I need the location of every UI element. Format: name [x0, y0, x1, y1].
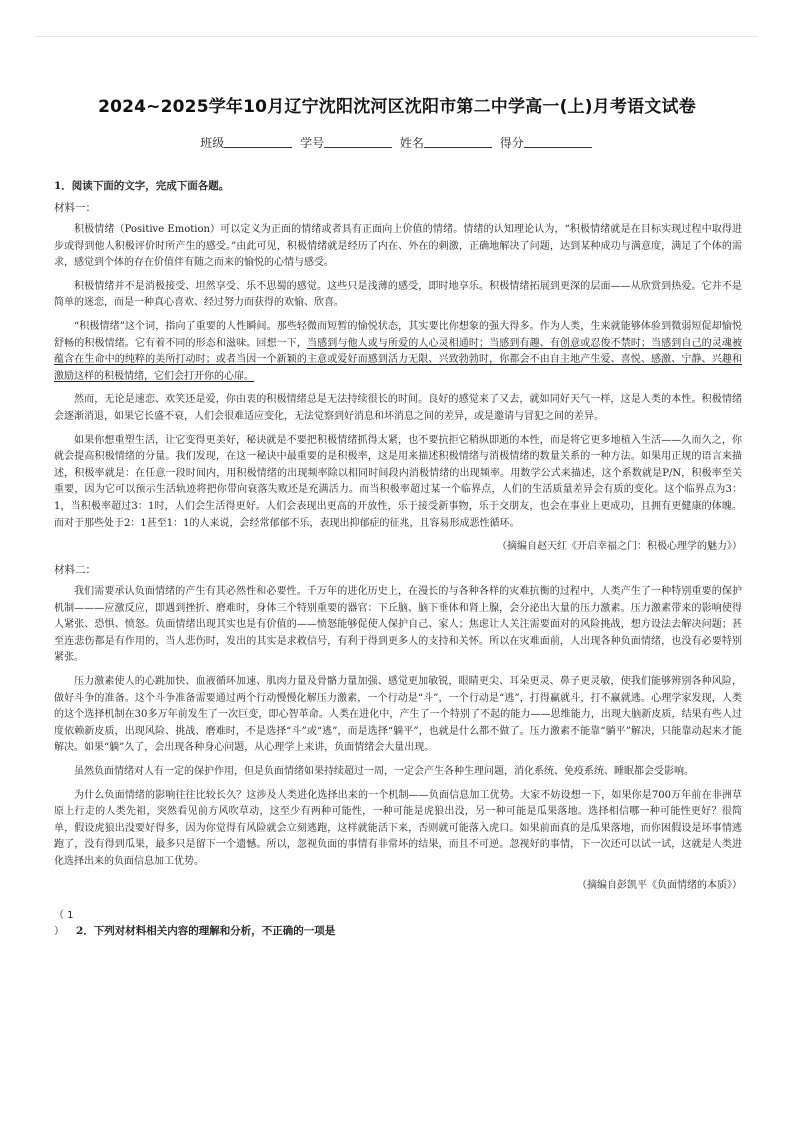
- top-divider: [36, 36, 758, 37]
- material-two-paragraph: 虽然负面情绪对人有一定的保护作用，但是负面情绪如果持续超过一周，一定会产生各种生理问题，消化系统、免疫系统、睡眠都会受影响。: [74, 766, 694, 778]
- material-one-source: （摘编自赵天红《开启幸福之门：积极心理学的魅力》）: [497, 541, 742, 553]
- underlined-passage: 当感到与他人或与所爱的人心灵相通时；当感到有趣、有创意或忍俊不禁时；当感到自己的灵魂被蕴含在生命中的纯粹的美所打动时；或者当因一个新颖的主意或爱好而感到活力无限、兴致勃勃时，你都会不由自主地产生爱、喜悦、感激、宁静、兴趣和激励这样的积极情绪，它们会打开你的心扉。: [54, 337, 743, 382]
- material-one-label: 材料一：: [54, 202, 96, 214]
- question-content: [54, 178, 742, 940]
- sub-question-text: 2．下列对材料相关内容的理解和分析，不正确的一项是: [76, 924, 336, 937]
- material-one-paragraph: 积极情绪并不是消极接受、坦然享受、乐不思蜀的感觉。这些只是浅薄的感受，即时地享乐。积极情绪拓展到更深的层面——从欣赏到热爱。它并不是简单的迷恋，而是一种真心喜欢、经过努力而获得的欢愉、欣喜。: [54, 280, 742, 309]
- material-two-paragraph: 我们需要承认负面情绪的产生有其必然性和必要性。千万年的进化历史上，在漫长的与各种各样的灾难抗衡的过程中，人类产生了一种特别重要的保护机制———应激反应，即遇到挫折、磨难时，身体三个特别重要的器官：下丘脑、脑下垂体和肾上腺，会分泌出大量的压力激素。压力激素带来的影响使得人紧张、恐惧、愤怒。负面情绪出现其实也是有价值的——愤怒能够促使人保护自己、家人；焦虑让人关注需要面对的风险挑战，想方设法去解决问题；甚至连悲伤都是有作用的，当人悲伤时，发出的其实是求救信号，有利于得到更多人的支持和关怀。所以在灾难面前，人出现各种负面情绪，也没有必要特别紧张。: [54, 586, 742, 664]
- blank-line: [424, 135, 492, 148]
- student-info-fields: [0, 134, 794, 151]
- material-one-paragraph: 积极情绪（Positive Emotion）可以定义为正面的情绪或者具有正面向上价值的情绪。情绪的认知理论认为，“积极情绪就是在目标实现过程中取得进步或得到他人积极评价时所产生的感受。”由此可见，积极情绪就是经历了内在、外在的刺激，正确地解决了问题，达到某种成功与满意度，满足了个体的需求，感觉到个体的存在价值伴有随之而来的愉悦的心情与感受。: [54, 224, 742, 269]
- material-two-source: （摘编自彭凯平《负面情绪的本质》）: [577, 879, 742, 891]
- field-name[interactable]: 姓名: [400, 134, 494, 151]
- material-two-paragraph: 为什么负面情绪的影响往往比较长久？这涉及人类进化选择出来的一个机制——负面信息加工优势。大家不妨设想一下，如果你是700万年前在非洲草原上行走的人类先祖，突然看见前方风吹草动，这至少有两种可能性，一种可能是虎狼出没，另一种可能是瓜果落地。选择相信哪一种可能性更好？很简单，假设虎狼出没要好得多，因为你觉得有风险就会立刻逃跑，这样就能活下来，否则就可能落入虎口。如果前面真的是瓜果落地，而你困假设是坏事情逃跑了，没有得到瓜果，最多只是留下一个遗憾。所以，忽视负面的事情有非常坏的结果，而且不可逆。忽视好的事情，下一次还可以试一试，这就是人类进化选择出来的负面信息加工优势。: [54, 789, 742, 867]
- material-two-label: 材料二：: [54, 564, 96, 577]
- blank-line: [524, 135, 592, 148]
- sub-question-number: （ 1 ）: [54, 909, 74, 937]
- field-student-number[interactable]: 学号: [300, 134, 394, 151]
- page-title: 2024~2025学年10月辽宁沈阳沈河区沈阳市第二中学高一(上)月考语文试卷: [98, 97, 696, 117]
- material-two-paragraph: 压力激素使人的心跳加快、血液循环加速、肌肉力量及骨骼力量加强、感觉更加敏锐，眼睛更尖、耳朵更灵、鼻子更灵敏，使我们能够辨别各种风险，做好斗争的准备。这个斗争准备需要通过两个行动慢慢化解压力激素，一个行动是“斗”，一个行动是“逃”，打得赢就斗，打不赢就逃。心理学家发现，人类的这个选择机制在30多万年前发生了一次巨变，即心智革命。人类在进化中，产生了一个特别了不起的能力——思维能力，出现大脑新皮质，结果有些人过度依赖新皮质，出现风险、挑战、磨难时，不是选择“斗”或“逃”，而是选择“躺平”，也就是什么都不做了。压力激素不能靠“躺平”解决，只能靠动起来才能解决。如果“躺”久了，会出现各种身心问题，从心理学上来讲，负面情绪会大量出现。: [54, 676, 742, 754]
- field-class[interactable]: 班级: [200, 134, 294, 151]
- blank-line: [324, 135, 392, 148]
- sub-question: [54, 908, 742, 940]
- question-heading: 1．阅读下面的文字，完成下面各题。: [54, 180, 230, 192]
- blank-line: [224, 135, 292, 148]
- field-score[interactable]: 得分: [500, 134, 594, 151]
- material-one-paragraph: 如果你想重塑生活，让它变得更美好，秘诀就是不要把积极情绪抓得太紧，也不要抗拒它稍纵即逝的本性，而是将它更多地植入生活——久而久之，你就会提高积极情绪的分量。我们发现，在这一秘诀中最重要的是积极率，这是用来描述积极情绪与消极情绪的数量关系的一种方法。如果用正规的语言来描述，积极率就是：在任意一段时间内，用积极情绪的出现频率除以相同时间段内消极情绪的出现频率。用数学公式来描述，这个系数就是P/N，积极率至关重要，因为它可以预示生活轨迹将把你带向衰落失败还是充满活力。而当积极率超过某一个临界点，人们的生活质量差异会有质的变化。这个临界点为3：1，当积极率超过3：1时，人们会生活得更好。人们会表现出更高的开放性，乐于接受新事物，乐于交朋友，也会在事业上更成功，且拥有更健康的体魄。而对于那些处于2：1甚至1：1的人来说，会经常郁郁不乐，表现出抑郁症的征兆，且容易形成恶性循环。: [54, 434, 742, 529]
- material-one-paragraph: “积极情绪”这个词，指向了重要的人性瞬间。那些轻微而短暂的愉悦状态，其实要比你想象的强大得多。作为人类，生来就能够体验到微弱短促却愉悦舒畅的积极情绪。它有着不同的形态和滋味。回想一下，当感到与他人或与所爱的人心灵相通时；当感到有趣、有创意或忍俊不禁时；当感到自己的灵魂被蕴含在生命中的纯粹的美所打动时；或者当因一个新颖的主意或爱好而感到活力无限、兴致勃勃时，你都会不由自主地产生爱、喜悦、感激、宁静、兴趣和激励这样的积极情绪，它们会打开你的心扉。: [54, 320, 743, 382]
- material-one-paragraph: 然而，无论是速恋、欢笑还是爱，你由衷的积极情绪总是无法持续很长的时间。良好的感觉来了又去，就如同好天气一样，这是人类的本性。积极情绪会逐渐消退，如果它长盛不衰，人们会很难适应变化，无法觉察到好消息和坏消息之间的差异，或是邀请与冒犯之间的差异。: [54, 394, 742, 422]
